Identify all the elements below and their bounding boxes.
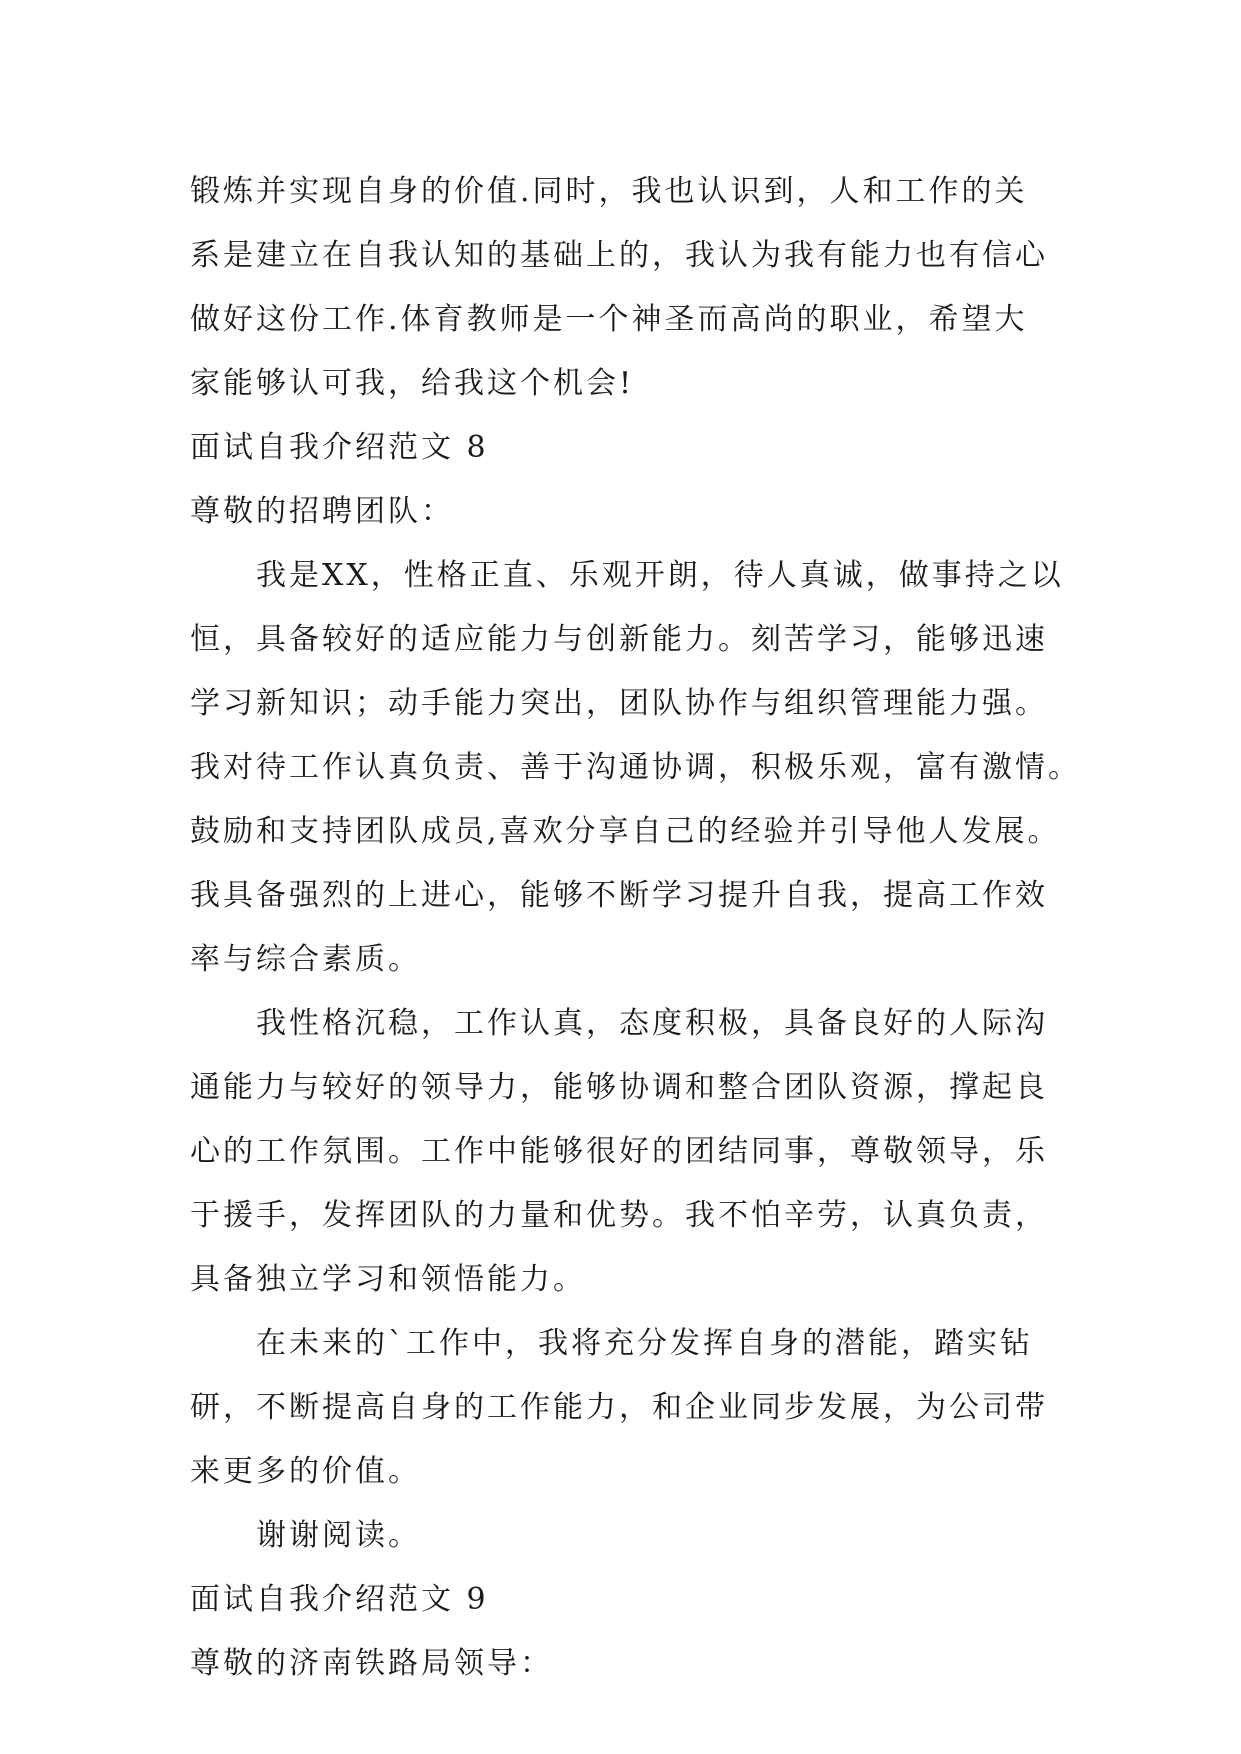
paragraph-line: 锻炼并实现自身的价值.同时，我也认识到，人和工作的关 <box>190 174 1028 209</box>
paragraph-line: 来更多的价值。 <box>190 1454 421 1489</box>
paragraph-line: 鼓励和支持团队成员,喜欢分享自己的经验并引导他人发展。 <box>190 814 1061 849</box>
document-body <box>190 160 1081 1696</box>
paragraph-line: 家能够认可我，给我这个机会! <box>190 366 635 401</box>
paragraph-line: 我对待工作认真负责、善于沟通协调，积极乐观，富有激情。 <box>190 750 1081 785</box>
paragraph-line: 率与综合素质。 <box>190 942 421 977</box>
paragraph-line: 具备独立学习和领悟能力。 <box>190 1262 586 1297</box>
section-heading: 面试自我介绍范文 9 <box>190 1582 489 1617</box>
paragraph-line: 我具备强烈的上进心，能够不断学习提升自我，提高工作效 <box>190 878 1048 913</box>
salutation: 尊敬的济南铁路局领导： <box>190 1646 553 1681</box>
salutation: 尊敬的招聘团队： <box>190 494 454 529</box>
paragraph-line: 心的工作氛围。工作中能够很好的团结同事，尊敬领导，乐 <box>190 1134 1048 1169</box>
closing-line: 谢谢阅读。 <box>256 1518 421 1553</box>
paragraph-line: 做好这份工作.体育教师是一个神圣而高尚的职业，希望大 <box>190 302 1028 337</box>
paragraph-line: 恒，具备较好的适应能力与创新能力。刻苦学习，能够迅速 <box>190 622 1048 657</box>
paragraph-line: 通能力与较好的领导力，能够协调和整合团队资源，撑起良 <box>190 1070 1048 1105</box>
section-heading: 面试自我介绍范文 8 <box>190 430 489 465</box>
paragraph-line: 于援手，发挥团队的力量和优势。我不怕辛劳，认真负责， <box>190 1198 1048 1233</box>
paragraph-line: 我性格沉稳，工作认真，态度积极，具备良好的人际沟 <box>256 1006 1048 1041</box>
paragraph-line: 学习新知识；动手能力突出，团队协作与组织管理能力强。 <box>190 686 1048 721</box>
paragraph-line: 我是XX，性格正直、乐观开朗，待人真诚，做事持之以 <box>256 558 1064 593</box>
paragraph-line: 系是建立在自我认知的基础上的，我认为我有能力也有信心 <box>190 238 1048 273</box>
paragraph-line: 在未来的`工作中，我将充分发挥自身的潜能，踏实钻 <box>256 1326 1033 1361</box>
paragraph-line: 研，不断提高自身的工作能力，和企业同步发展，为公司带 <box>190 1390 1048 1425</box>
